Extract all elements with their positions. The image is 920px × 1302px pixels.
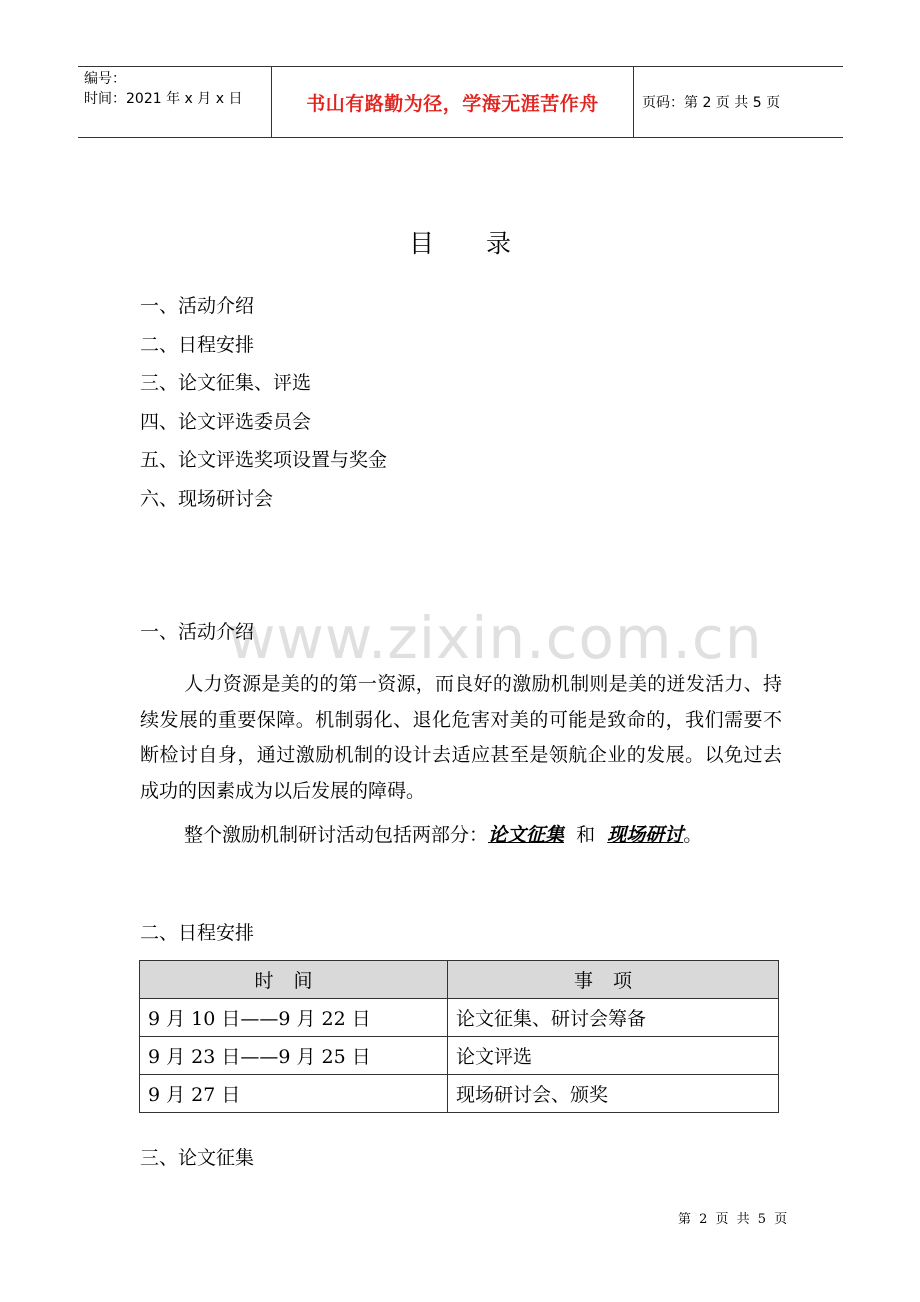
toc-item[interactable]: 一、活动介绍 bbox=[140, 295, 255, 317]
toc-item[interactable]: 二、日程安排 bbox=[140, 333, 255, 356]
toc-item[interactable]: 五、论文评选奖项设置与奖金 bbox=[140, 449, 388, 472]
watermark: www.zixin.com.cn bbox=[228, 604, 763, 672]
keyword-onsite-discussion: 现场研讨 bbox=[607, 824, 684, 846]
toc-list bbox=[140, 290, 387, 522]
toc-item[interactable]: 六、现场研讨会 bbox=[140, 487, 274, 510]
header-meta bbox=[78, 67, 272, 137]
intro-paragraph-2: 整个激励机制研讨活动包括两部分：论文征集 和 现场研讨。 bbox=[184, 824, 703, 846]
time-label: 时间：2021 年 x 月 x 日 bbox=[84, 91, 243, 107]
header-motto-cell bbox=[272, 67, 634, 137]
column-header-item: 事项 bbox=[448, 961, 779, 999]
toc-item[interactable]: 四、论文评选委员会 bbox=[140, 410, 312, 433]
toc-title: 目录 bbox=[408, 229, 563, 258]
page-header bbox=[78, 66, 843, 138]
schedule-table bbox=[139, 960, 779, 1113]
header-page bbox=[634, 67, 843, 137]
section-heading-papers: 三、论文征集 bbox=[140, 1147, 255, 1169]
toc-item[interactable]: 三、论文征集、评选 bbox=[140, 372, 312, 395]
table-row: 9 月 27 日 现场研讨会、颁奖 bbox=[140, 1075, 779, 1113]
motto: 书山有路勤为径，学海无涯苦作舟 bbox=[306, 92, 599, 115]
keyword-paper-collection: 论文征集 bbox=[488, 824, 565, 846]
section-heading-schedule: 二、日程安排 bbox=[140, 922, 255, 944]
number-label: 编号： bbox=[84, 71, 126, 87]
page-label: 页码：第 2 页 共 5 页 bbox=[642, 95, 781, 111]
table-row: 9 月 23 日——9 月 25 日 论文评选 bbox=[140, 1037, 779, 1075]
column-header-time: 时间 bbox=[140, 961, 448, 999]
section-heading-intro: 一、活动介绍 bbox=[140, 621, 255, 643]
page-footer: 第 2 页 共 5 页 bbox=[678, 1212, 788, 1227]
intro-paragraph: 人力资源是美的的第一资源，而良好的激励机制则是美的迸发活力、持续发展的重要保障。机制弱化、退化危害对美的可能是致命的，我们需要不断检讨自身，通过激励机制的设计去适应甚至是领航企业的发展。以免过去成功的因素成为以后发展的障碍。 bbox=[140, 673, 782, 802]
table-row: 9 月 10 日——9 月 22 日 论文征集、研讨会筹备 bbox=[140, 999, 779, 1037]
